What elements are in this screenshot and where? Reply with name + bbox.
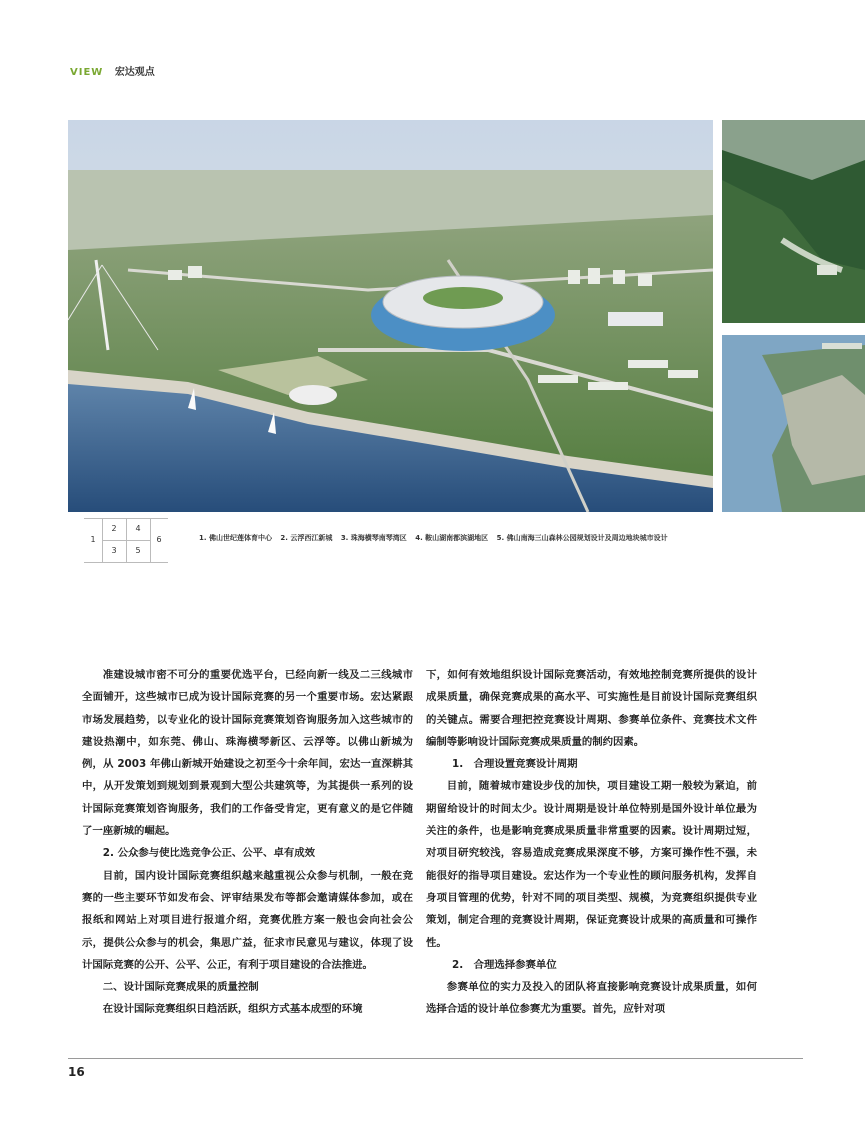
body-paragraph: 在设计国际竞赛组织日趋活跃，组织方式基本成型的环境 (102, 1003, 363, 1016)
footer-divider (68, 1058, 803, 1059)
body-paragraph: 参赛单位的实力及投入的团队将直接影响竞赛设计成果质量，如何选择合适的设计单位参赛尤为重要。首先，应针对项 (426, 981, 757, 1016)
caption-item: 2. 云浮西江新城 (280, 534, 333, 542)
body-paragraph: 准建设城市密不可分的重要优选平台，已经向新一线及二三线城市全面铺开，这些城市已成为设计国际竞赛的另一个重要市场。宏达紧跟市场发展趋势，以专业化的设计国际竞赛策划咨询服务加入这些城市的建设热潮中，如东莞、佛山、珠海横琴新区、云浮等。以佛山新城为例，从 2003 年佛山新城开始建设之初至今十余年间，宏达一直深耕其中，从开发策划到规划到景观到大型公共建筑等，为其提供一系列的设计国际竞赛策划咨询服务，我们的工作备受肯定，更有意义的是它伴随了一座新城的崛起。 (82, 669, 413, 838)
body-paragraph: 下，如何有效地组织设计国际竞赛活动，有效地控制竞赛所提供的设计成果质量，确保竞赛成果的高水平、可实施性是目前设计国际竞赛组织的关键点。需要合理把控竞赛设计周期、参赛单位条件、竞赛技术文件编制等影响设计国际竞赛成果质量的制约因素。 (426, 669, 757, 748)
brand-label: VIEW (70, 67, 104, 78)
coastal-aerial-image (722, 335, 865, 512)
section-subheading: 2. 合理选择参赛单位 (452, 958, 557, 971)
section-title: 宏达观点 (114, 67, 155, 78)
mountain-aerial-image (722, 120, 865, 323)
caption-item: 1. 佛山世纪莲体育中心 (199, 534, 272, 542)
grid-cell-1: 1 (90, 535, 96, 544)
grid-cell-3: 3 (111, 546, 117, 555)
stadium-aerial-image (68, 120, 713, 512)
grid-cell-5: 5 (135, 546, 141, 555)
page-number: 16 (68, 1065, 85, 1079)
image-caption (199, 533, 674, 543)
section-subheading: 1. 合理设置竞赛设计周期 (452, 758, 578, 771)
grid-cell-4: 4 (135, 524, 141, 533)
section-heading: 二、设计国际竞赛成果的质量控制 (102, 981, 259, 994)
page-header (70, 63, 155, 78)
body-paragraph: 目前，随着城市建设步伐的加快，项目建设工期一般较为紧迫，前期留给设计的时间太少。设计周期是设计单位特别是国外设计单位最为关注的条件，也是影响竞赛成果质量非常重要的因素。设计周期过短，对项目研究较浅，容易造成竞赛成果深度不够，方案可操作性不强，未能很好的指导项目建设。宏达作为一个专业性的顾问服务机构，发挥自身项目管理的优势，针对不同的项目类型、规模，为竞赛组织提供专业策划，制定合理的竞赛设计周期，保证竞赛设计成果的高质量和可操作性。 (426, 780, 757, 949)
caption-item: 5. 佛山南海三山森林公园规划设计及周边地块城市设计 (496, 534, 668, 542)
section-subheading: 2. 公众参与使比选竞争公正、公平、卓有成效 (102, 847, 316, 860)
right-text-column (426, 664, 757, 1021)
left-text-column (82, 664, 413, 1021)
grid-cell-6: 6 (156, 535, 162, 544)
grid-cell-2: 2 (111, 524, 117, 533)
body-paragraph: 目前，国内设计国际竞赛组织越来越重视公众参与机制，一般在竞赛的一些主要环节如发布会、评审结果发布等都会邀请媒体参加，或在报纸和网站上对项目进行报道介绍，竞赛优胜方案一般也会向社会公示，提供公众参与的机会，集思广益，征求市民意见与建议，体现了设计国际竞赛的公开、公平、公正，有利于项目建设的合法推进。 (82, 869, 413, 971)
caption-item: 3. 珠海横琴南琴湾区 (340, 534, 407, 542)
caption-item: 4. 鞍山湖南都滨湖地区 (415, 534, 489, 542)
